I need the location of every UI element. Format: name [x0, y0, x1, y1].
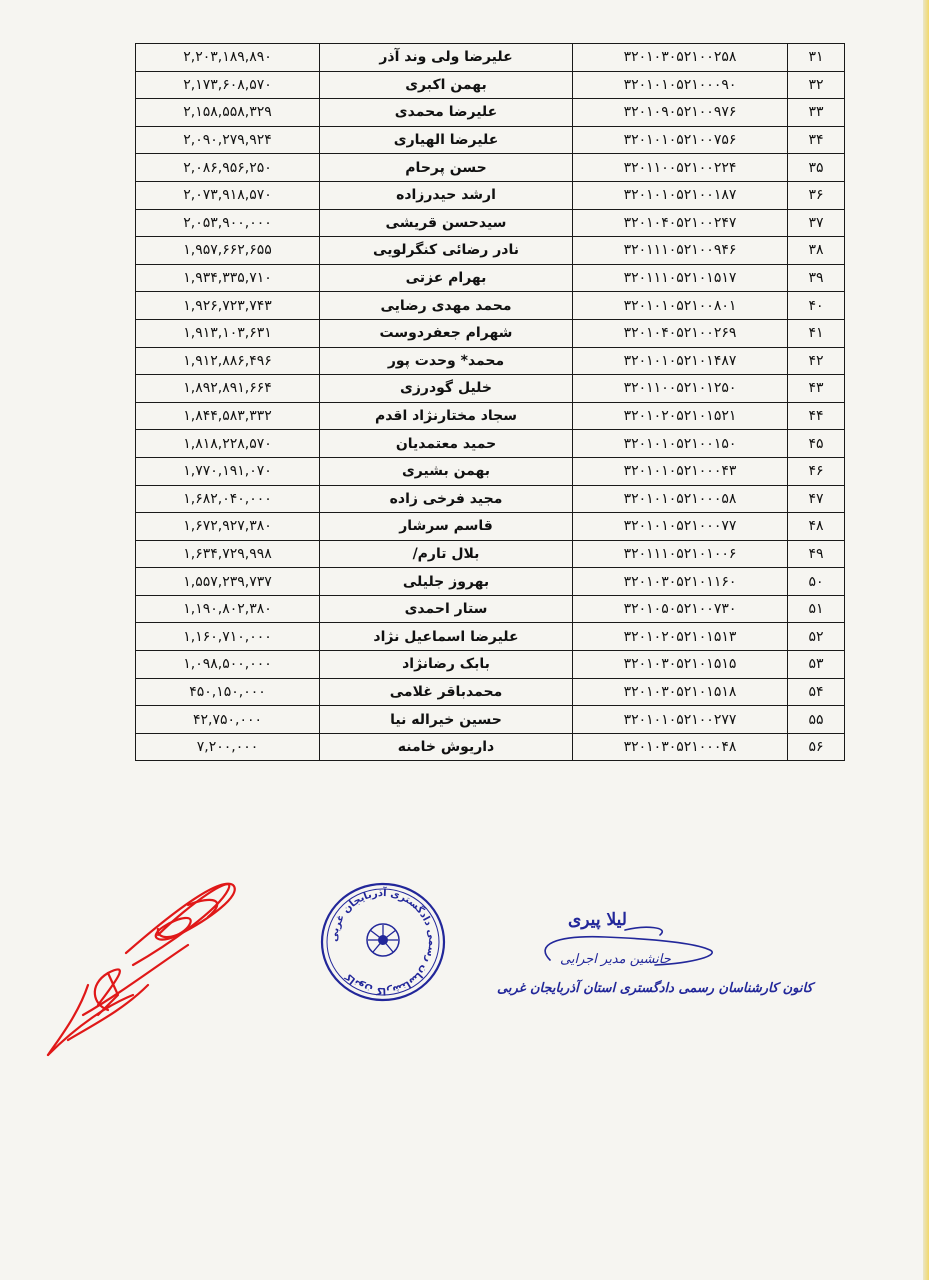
name-cell: بهمن اکبری [320, 71, 573, 99]
table-row [136, 623, 845, 651]
code-cell: ۳۲۰۱۱۱۰۵۲۱۰۱۰۰۶ [573, 540, 788, 568]
amount-cell: ۷,۲۰۰,۰۰۰ [136, 733, 320, 761]
amount-cell: ۲,۱۵۸,۵۵۸,۳۲۹ [136, 99, 320, 127]
table-row [136, 71, 845, 99]
table-row [136, 430, 845, 458]
name-cell: علیرضا ولی وند آذر [320, 44, 573, 72]
name-cell: محمد* وحدت پور [320, 347, 573, 375]
code-cell: ۳۲۰۱۰۱۰۵۲۱۰۱۴۸۷ [573, 347, 788, 375]
table-row [136, 375, 845, 403]
amount-cell: ۲,۰۹۰,۲۷۹,۹۲۴ [136, 126, 320, 154]
amount-cell: ۲,۱۷۳,۶۰۸,۵۷۰ [136, 71, 320, 99]
code-cell: ۳۲۰۱۰۳۰۵۲۱۰۰۲۵۸ [573, 44, 788, 72]
amount-cell: ۱,۸۹۲,۸۹۱,۶۶۴ [136, 375, 320, 403]
amount-cell: ۱,۹۲۶,۷۲۳,۷۴۳ [136, 292, 320, 320]
red-signature [38, 865, 248, 1065]
amount-cell: ۴۵۰,۱۵۰,۰۰۰ [136, 678, 320, 706]
amount-cell: ۱,۰۹۸,۵۰۰,۰۰۰ [136, 651, 320, 679]
code-cell: ۳۲۰۱۰۳۰۵۲۱۰۰۰۴۸ [573, 733, 788, 761]
amount-cell: ۱,۸۴۴,۵۸۳,۳۳۲ [136, 402, 320, 430]
row-number-cell: ۵۱ [788, 595, 845, 623]
code-cell: ۳۲۰۱۱۰۰۵۲۱۰۱۲۵۰ [573, 375, 788, 403]
code-cell: ۳۲۰۱۰۱۰۵۲۱۰۰۰۷۷ [573, 513, 788, 541]
table-row [136, 181, 845, 209]
table-row [136, 457, 845, 485]
name-cell: مجید فرخی زاده [320, 485, 573, 513]
row-number-cell: ۴۱ [788, 319, 845, 347]
row-number-cell: ۴۹ [788, 540, 845, 568]
amount-cell: ۱,۹۳۴,۳۳۵,۷۱۰ [136, 264, 320, 292]
name-cell: محمدباقر غلامی [320, 678, 573, 706]
row-number-cell: ۳۳ [788, 99, 845, 127]
code-cell: ۳۲۰۱۰۱۰۵۲۱۰۰۸۰۱ [573, 292, 788, 320]
name-cell: بهرام عزتی [320, 264, 573, 292]
row-number-cell: ۳۴ [788, 126, 845, 154]
row-number-cell: ۳۵ [788, 154, 845, 182]
name-cell: بابک رضانژاد [320, 651, 573, 679]
row-number-cell: ۴۸ [788, 513, 845, 541]
name-cell: نادر رضائی کنگرلویی [320, 237, 573, 265]
table-row [136, 154, 845, 182]
name-cell: بلال تارم/ [320, 540, 573, 568]
seal-text: کانون کارشناسان رسمی دادگستری آذربایجان غربی [328, 887, 438, 997]
amount-cell: ۱,۷۷۰,۱۹۱,۰۷۰ [136, 457, 320, 485]
amount-cell: ۱,۶۳۴,۷۲۹,۹۹۸ [136, 540, 320, 568]
row-number-cell: ۴۵ [788, 430, 845, 458]
row-number-cell: ۴۲ [788, 347, 845, 375]
page-edge-strip [923, 0, 929, 1280]
code-cell: ۳۲۰۱۰۱۰۵۲۱۰۰۰۹۰ [573, 71, 788, 99]
code-cell: ۳۲۰۱۰۴۰۵۲۱۰۰۲۶۹ [573, 319, 788, 347]
amount-cell: ۱,۹۱۲,۸۸۶,۴۹۶ [136, 347, 320, 375]
table-row [136, 678, 845, 706]
name-cell: علیرضا محمدی [320, 99, 573, 127]
amount-cell: ۱,۵۵۷,۲۳۹,۷۳۷ [136, 568, 320, 596]
organization-name: کانون کارشناسان رسمی دادگستری استان آذربایجان غربی [497, 981, 813, 996]
code-cell: ۳۲۰۱۰۴۰۵۲۱۰۰۲۴۷ [573, 209, 788, 237]
row-number-cell: ۵۶ [788, 733, 845, 761]
amount-cell: ۱,۱۹۰,۸۰۲,۳۸۰ [136, 595, 320, 623]
row-number-cell: ۳۲ [788, 71, 845, 99]
table-row [136, 402, 845, 430]
code-cell: ۳۲۰۱۰۱۰۵۲۱۰۰۰۴۳ [573, 457, 788, 485]
code-cell: ۳۲۰۱۰۳۰۵۲۱۰۱۱۶۰ [573, 568, 788, 596]
amount-cell: ۱,۹۱۳,۱۰۳,۶۳۱ [136, 319, 320, 347]
code-cell: ۳۲۰۱۰۱۰۵۲۱۰۰۱۵۰ [573, 430, 788, 458]
name-cell: قاسم سرشار [320, 513, 573, 541]
row-number-cell: ۴۴ [788, 402, 845, 430]
amount-cell: ۱,۸۱۸,۲۲۸,۵۷۰ [136, 430, 320, 458]
table-row [136, 540, 845, 568]
code-cell: ۳۲۰۱۰۵۰۵۲۱۰۰۷۳۰ [573, 595, 788, 623]
row-number-cell: ۴۳ [788, 375, 845, 403]
table-row [136, 485, 845, 513]
row-number-cell: ۴۶ [788, 457, 845, 485]
amount-cell: ۴۲,۷۵۰,۰۰۰ [136, 706, 320, 734]
row-number-cell: ۳۸ [788, 237, 845, 265]
table-row [136, 568, 845, 596]
name-cell: حمید معتمدیان [320, 430, 573, 458]
row-number-cell: ۵۲ [788, 623, 845, 651]
code-cell: ۳۲۰۱۰۹۰۵۲۱۰۰۹۷۶ [573, 99, 788, 127]
table-row [136, 651, 845, 679]
code-cell: ۳۲۰۱۰۲۰۵۲۱۰۱۵۲۱ [573, 402, 788, 430]
code-cell: ۳۲۰۱۰۲۰۵۲۱۰۱۵۱۳ [573, 623, 788, 651]
code-cell: ۳۲۰۱۰۱۰۵۲۱۰۰۲۷۷ [573, 706, 788, 734]
name-cell: علیرضا اسماعیل نژاد [320, 623, 573, 651]
row-number-cell: ۵۳ [788, 651, 845, 679]
row-number-cell: ۳۶ [788, 181, 845, 209]
table-row [136, 126, 845, 154]
code-cell: ۳۲۰۱۱۰۰۵۲۱۰۰۲۲۴ [573, 154, 788, 182]
name-cell: بهروز جلیلی [320, 568, 573, 596]
amount-cell: ۱,۶۸۲,۰۴۰,۰۰۰ [136, 485, 320, 513]
table-row [136, 347, 845, 375]
name-cell: ارشد حیدرزاده [320, 181, 573, 209]
table-row [136, 209, 845, 237]
row-number-cell: ۳۱ [788, 44, 845, 72]
signatory-title: جانشین مدیر اجرایی [560, 952, 671, 967]
row-number-cell: ۵۵ [788, 706, 845, 734]
amount-cell: ۱,۹۵۷,۶۶۲,۶۵۵ [136, 237, 320, 265]
name-cell: خلیل گودرزی [320, 375, 573, 403]
name-cell: ستار احمدی [320, 595, 573, 623]
row-number-cell: ۵۰ [788, 568, 845, 596]
table-row [136, 44, 845, 72]
table-row [136, 513, 845, 541]
signatory-name: لیلا پیری [568, 910, 627, 930]
amount-cell: ۲,۲۰۳,۱۸۹,۸۹۰ [136, 44, 320, 72]
name-cell: علیرضا الهیاری [320, 126, 573, 154]
organization-seal [318, 880, 448, 1005]
amount-cell: ۲,۰۵۳,۹۰۰,۰۰۰ [136, 209, 320, 237]
table-body [136, 44, 845, 761]
name-cell: داریوش خامنه [320, 733, 573, 761]
code-cell: ۳۲۰۱۰۱۰۵۲۱۰۰۰۵۸ [573, 485, 788, 513]
personnel-amount-table [135, 43, 845, 761]
table-row [136, 292, 845, 320]
name-cell: شهرام جعفردوست [320, 319, 573, 347]
name-cell: محمد مهدی رضایی [320, 292, 573, 320]
table-row [136, 99, 845, 127]
code-cell: ۳۲۰۱۰۳۰۵۲۱۰۱۵۱۵ [573, 651, 788, 679]
name-cell: حسین خیراله نیا [320, 706, 573, 734]
row-number-cell: ۴۷ [788, 485, 845, 513]
code-cell: ۳۲۰۱۰۳۰۵۲۱۰۱۵۱۸ [573, 678, 788, 706]
code-cell: ۳۲۰۱۱۱۰۵۲۱۰۰۹۴۶ [573, 237, 788, 265]
name-cell: حسن پرحام [320, 154, 573, 182]
amount-cell: ۲,۰۷۳,۹۱۸,۵۷۰ [136, 181, 320, 209]
table-row [136, 264, 845, 292]
amount-cell: ۲,۰۸۶,۹۵۶,۲۵۰ [136, 154, 320, 182]
name-cell: سیدحسن قریشی [320, 209, 573, 237]
row-number-cell: ۵۴ [788, 678, 845, 706]
code-cell: ۳۲۰۱۰۱۰۵۲۱۰۰۱۸۷ [573, 181, 788, 209]
code-cell: ۳۲۰۱۱۱۰۵۲۱۰۱۵۱۷ [573, 264, 788, 292]
table-row [136, 706, 845, 734]
name-cell: بهمن بشیری [320, 457, 573, 485]
amount-cell: ۱,۶۷۲,۹۲۷,۳۸۰ [136, 513, 320, 541]
table-row [136, 237, 845, 265]
table-row [136, 319, 845, 347]
table-row [136, 733, 845, 761]
row-number-cell: ۳۹ [788, 264, 845, 292]
amount-cell: ۱,۱۶۰,۷۱۰,۰۰۰ [136, 623, 320, 651]
table-row [136, 595, 845, 623]
row-number-cell: ۴۰ [788, 292, 845, 320]
code-cell: ۳۲۰۱۰۱۰۵۲۱۰۰۷۵۶ [573, 126, 788, 154]
row-number-cell: ۳۷ [788, 209, 845, 237]
name-cell: سجاد مختارنژاد اقدم [320, 402, 573, 430]
